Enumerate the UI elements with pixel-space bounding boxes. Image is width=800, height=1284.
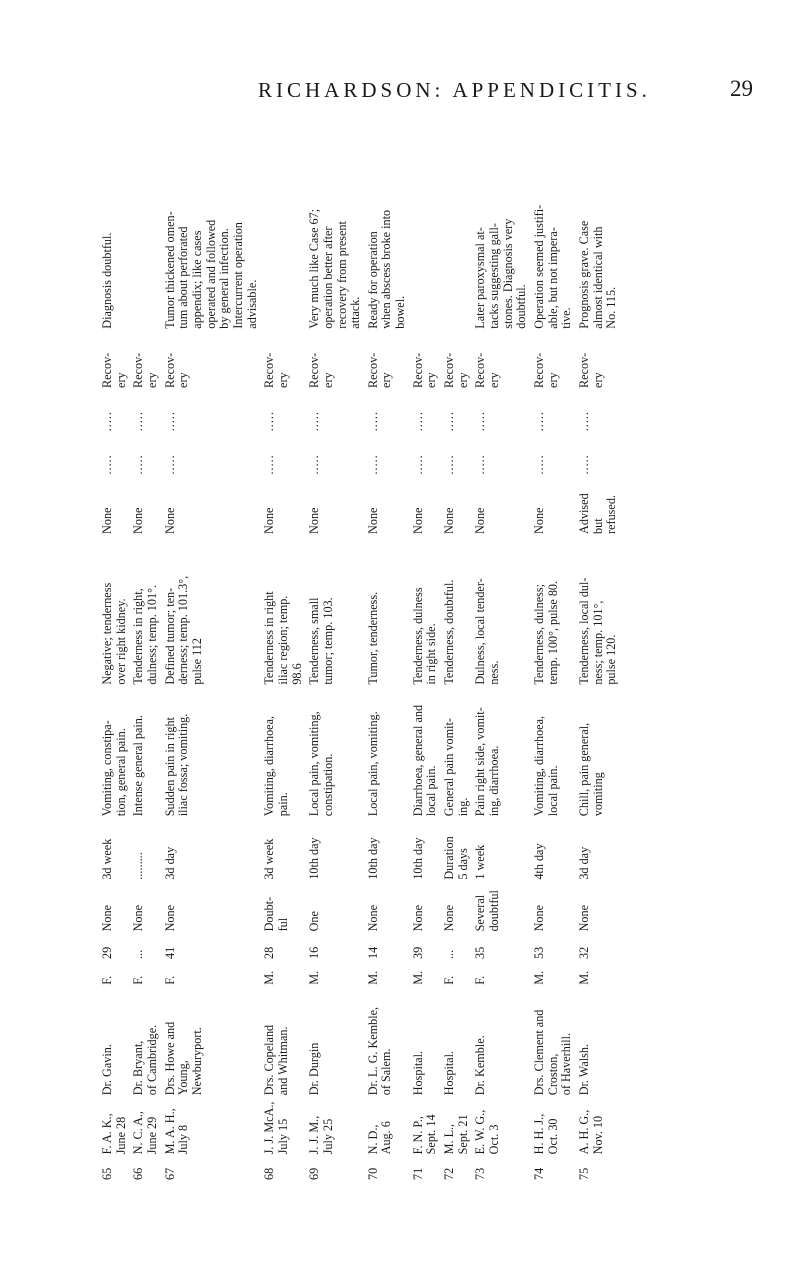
operation-detail-1-cell: .....: [365, 454, 380, 475]
time-since-onset-cell: 1 week: [473, 844, 488, 880]
result-cell: Recov- ery: [473, 352, 502, 388]
time-since-onset-cell: 10th day: [307, 837, 322, 880]
previous-attacks-cell: None: [131, 905, 146, 932]
patient-initials-date-cell: F. N. P., Sept. 14: [410, 1114, 439, 1155]
running-head: RICHARDSON: APPENDICITIS.: [258, 78, 651, 102]
sex-cell: F.: [100, 975, 114, 985]
examination-findings-cell: Tenderness, small tumor; temp. 103.: [307, 597, 335, 685]
age-cell: 29: [100, 946, 114, 959]
referring-physician-cell: Drs. Copeland and Whitman.: [262, 1024, 290, 1096]
previous-attacks-cell: None: [577, 905, 591, 932]
operation-detail-1-cell: .....: [100, 454, 114, 475]
examination-findings-cell: Tenderness, local dul- ness; temp. 101°, pulse 120.: [577, 577, 619, 685]
operation-cell: None: [162, 507, 177, 534]
result-cell: Recov- ery: [532, 352, 560, 388]
table-row: [262, 120, 307, 1180]
age-cell: 53: [532, 946, 547, 959]
sex-cell: M.: [410, 970, 425, 985]
time-since-onset-cell: Duration 5 days: [442, 836, 470, 880]
previous-attacks-cell: One: [307, 911, 322, 932]
operation-detail-2-cell: .....: [410, 411, 425, 432]
remarks-cell: Very much like Case 67; operation better after recovery from present attack.: [307, 208, 363, 329]
referring-physician-cell: Dr. Walsh.: [577, 1043, 591, 1096]
patient-initials-date-cell: J. J. McA., July 15: [262, 1101, 290, 1155]
result-cell: Recov- ery: [365, 352, 394, 388]
age-cell: 39: [410, 946, 425, 959]
operation-cell: None: [307, 507, 322, 534]
operation-detail-1-cell: .....: [532, 454, 547, 475]
remarks-cell: [442, 120, 473, 329]
result-cell: Recov- ery: [100, 352, 128, 388]
sex-cell: F.: [442, 975, 457, 985]
operation-cell: None: [262, 507, 277, 534]
operation-detail-2-cell: .....: [473, 411, 488, 432]
operation-detail-2-cell: .....: [131, 411, 146, 432]
case-number-cell: 74: [532, 1167, 547, 1180]
sex-cell: M.: [307, 970, 322, 985]
previous-attacks-cell: None: [100, 905, 114, 932]
table-row: [411, 120, 442, 1180]
table-row: [532, 120, 577, 1180]
case-table-rotated: [100, 120, 619, 1180]
case-number-cell: 66: [131, 1167, 146, 1180]
time-since-onset-cell: 3d day: [162, 846, 177, 880]
operation-detail-2-cell: .....: [100, 411, 114, 432]
previous-attacks-cell: Doubt- ful: [262, 896, 290, 932]
operation-detail-2-cell: .....: [162, 411, 177, 432]
previous-attacks-cell: Several doubtful: [473, 890, 502, 932]
examination-findings-cell: Tumor, tenderness.: [365, 591, 380, 685]
examination-findings-cell: Negative; tenderness over right kidney.: [100, 582, 128, 685]
symptoms-cell: Local pain, vomiting.: [365, 711, 380, 817]
result-cell: Recov- ery: [262, 352, 290, 388]
symptoms-cell: Local pain, vomiting, constipation.: [307, 711, 335, 817]
operation-detail-2-cell: .....: [307, 411, 322, 432]
symptoms-cell: Sudden pain in right iliac fossa; vomiting.: [162, 713, 191, 817]
patient-initials-date-cell: J. J. M., July 25: [307, 1115, 335, 1155]
patient-initials-date-cell: H. H. J., Oct. 30: [532, 1113, 560, 1155]
operation-detail-2-cell: .....: [442, 411, 457, 432]
time-since-onset-cell: 3d day: [577, 846, 591, 880]
result-cell: Recov- ery: [410, 352, 439, 388]
operation-detail-1-cell: .....: [442, 454, 457, 475]
operation-detail-1-cell: .....: [473, 454, 488, 475]
table-row: [307, 120, 366, 1180]
result-cell: Recov- ery: [577, 352, 605, 388]
referring-physician-cell: Dr. Durgin: [307, 1042, 322, 1096]
case-number-cell: 65: [100, 1167, 114, 1180]
case-number-cell: 71: [410, 1167, 425, 1180]
remarks-cell: Later paroxysmal at- tacks suggesting gall- stones. Diagnosis very doubtful.: [473, 218, 529, 329]
operation-cell: None: [473, 507, 488, 534]
age-cell: ...: [131, 949, 146, 959]
previous-attacks-cell: None: [365, 905, 380, 932]
symptoms-cell: Pain right side, vomit- ing, diarrhoea.: [473, 707, 502, 817]
examination-findings-cell: Tenderness, dulness in right side.: [410, 587, 439, 685]
patient-initials-date-cell: E. W. G., Oct. 3: [473, 1109, 502, 1155]
time-since-onset-cell: .........: [131, 852, 146, 880]
time-since-onset-cell: 3d week: [100, 838, 114, 880]
case-table-body: [100, 120, 622, 1180]
examination-findings-cell: Tenderness in right, dulness; temp. 101°.: [131, 584, 159, 685]
table-row: [366, 120, 411, 1180]
operation-detail-1-cell: .....: [577, 454, 591, 475]
referring-physician-cell: Dr. Kemble.: [473, 1035, 488, 1096]
operation-detail-2-cell: .....: [577, 411, 591, 432]
page-header: [0, 0, 800, 110]
patient-initials-date-cell: A. H. G., Nov. 10: [577, 1109, 605, 1155]
table-row: [100, 120, 131, 1180]
case-number-cell: 75: [577, 1167, 591, 1180]
case-number-cell: 68: [262, 1167, 277, 1180]
remarks-cell: Ready for operation when abscess broke into bowel.: [365, 209, 408, 329]
sex-cell: F.: [162, 975, 177, 985]
referring-physician-cell: Drs. Clement and Croston, of Haverhill.: [532, 1009, 574, 1096]
table-row: [577, 120, 622, 1180]
operation-detail-2-cell: .....: [532, 411, 547, 432]
result-cell: Recov- ery: [162, 352, 191, 388]
sex-cell: M.: [577, 970, 591, 985]
operation-cell: None: [100, 507, 114, 534]
symptoms-cell: Vomiting, constipa- tion, general pain.: [100, 720, 128, 817]
table-row: [163, 120, 263, 1180]
previous-attacks-cell: None: [162, 905, 177, 932]
previous-attacks-cell: None: [442, 905, 457, 932]
examination-findings-cell: Dulness, local tender- ness.: [473, 578, 502, 685]
operation-cell: None: [410, 507, 425, 534]
time-since-onset-cell: 10th day: [365, 837, 380, 880]
table-row: [442, 120, 473, 1180]
operation-cell: None: [442, 507, 457, 534]
page-number: 29: [730, 76, 753, 101]
operation-detail-1-cell: .....: [307, 454, 322, 475]
referring-physician-cell: Drs. Howe and Young, Newburyport.: [162, 1021, 204, 1096]
previous-attacks-cell: None: [410, 905, 425, 932]
referring-physician-cell: Dr. Bryant, of Cambridge.: [131, 1024, 159, 1096]
patient-initials-date-cell: N. D., Aug. 6: [365, 1121, 394, 1155]
examination-findings-cell: Defined tumor; ten- derness; temp. 101.3°, pulse 112: [162, 575, 204, 685]
remarks-cell: Operation seemed justifi- able, but not impera- tive.: [532, 204, 574, 329]
case-number-cell: 70: [365, 1167, 380, 1180]
examination-findings-cell: Tenderness, dulness; temp. 100°, pulse 80.: [532, 580, 560, 685]
operation-cell: None: [131, 507, 146, 534]
age-cell: 41: [162, 946, 177, 959]
referring-physician-cell: Hospital.: [442, 1050, 457, 1096]
operation-detail-1-cell: .....: [162, 454, 177, 475]
time-since-onset-cell: 4th day: [532, 843, 547, 880]
age-cell: 35: [473, 946, 488, 959]
result-cell: Recov- ery: [131, 352, 159, 388]
table-row: [131, 120, 162, 1180]
symptoms-cell: Diarrhoea, general and local pain.: [410, 704, 439, 817]
remarks-cell: Prognosis grave. Case almost identical with No. 115.: [577, 220, 619, 329]
operation-detail-2-cell: .....: [365, 411, 380, 432]
referring-physician-cell: Dr. L. G. Kemble, of Salem.: [365, 1006, 394, 1096]
age-cell: 14: [365, 946, 380, 959]
remarks-cell: [131, 120, 162, 329]
symptoms-cell: Intense general pain.: [131, 715, 146, 817]
remarks-cell: [262, 120, 307, 329]
examination-findings-cell: Tenderness, doubtful.: [442, 579, 457, 685]
patient-initials-date-cell: N. C. A., June 29: [131, 1111, 159, 1155]
symptoms-cell: Chill, pain general, vomiting: [577, 722, 605, 817]
operation-cell: None: [365, 507, 380, 534]
table-row: [473, 120, 532, 1180]
sex-cell: M.: [262, 970, 277, 985]
symptoms-cell: Vomiting, diarrhoea, pain.: [262, 715, 290, 817]
case-number-cell: 67: [162, 1167, 177, 1180]
remarks-cell: Tumor thickened omen- tum about perforated appendix; like cases operated and followed by general infection. Intercurrent operation advisable.: [162, 211, 259, 329]
sex-cell: F.: [473, 975, 488, 985]
operation-detail-1-cell: .....: [262, 454, 277, 475]
symptoms-cell: General pain vomit- ing.: [442, 718, 470, 817]
operation-detail-2-cell: .....: [262, 411, 277, 432]
remarks-cell: [411, 120, 442, 329]
sex-cell: F.: [131, 975, 146, 985]
operation-detail-1-cell: .....: [410, 454, 425, 475]
operation-detail-1-cell: .....: [131, 454, 146, 475]
sex-cell: M.: [365, 970, 380, 985]
operation-cell: None: [532, 507, 547, 534]
result-cell: Recov- ery: [442, 352, 470, 388]
case-table: [100, 120, 622, 1180]
referring-physician-cell: Dr. Gavin.: [100, 1044, 114, 1096]
age-cell: ...: [442, 949, 457, 959]
time-since-onset-cell: 10th day: [410, 837, 425, 880]
symptoms-cell: Vomiting, diarrhoea, local pain.: [532, 715, 560, 817]
case-number-cell: 72: [442, 1167, 457, 1180]
result-cell: Recov- ery: [307, 352, 335, 388]
sex-cell: M.: [532, 970, 547, 985]
age-cell: 32: [577, 946, 591, 959]
case-number-cell: 69: [307, 1167, 322, 1180]
remarks-cell: Diagnosis doubtful.: [100, 232, 114, 329]
operation-cell: Advised but refused.: [577, 493, 619, 534]
time-since-onset-cell: 3d week: [262, 838, 277, 880]
age-cell: 28: [262, 946, 277, 959]
age-cell: 16: [307, 946, 322, 959]
examination-findings-cell: Tenderness in right iliac region; temp. 98.6: [262, 591, 304, 685]
patient-initials-date-cell: M. L., Sept. 21: [442, 1114, 470, 1155]
referring-physician-cell: Hospital.: [410, 1050, 425, 1096]
patient-initials-date-cell: M. A. H., July 8: [162, 1108, 191, 1155]
patient-initials-date-cell: F. A. K., June 28: [100, 1113, 128, 1155]
case-number-cell: 73: [473, 1167, 488, 1180]
previous-attacks-cell: None: [532, 905, 547, 932]
